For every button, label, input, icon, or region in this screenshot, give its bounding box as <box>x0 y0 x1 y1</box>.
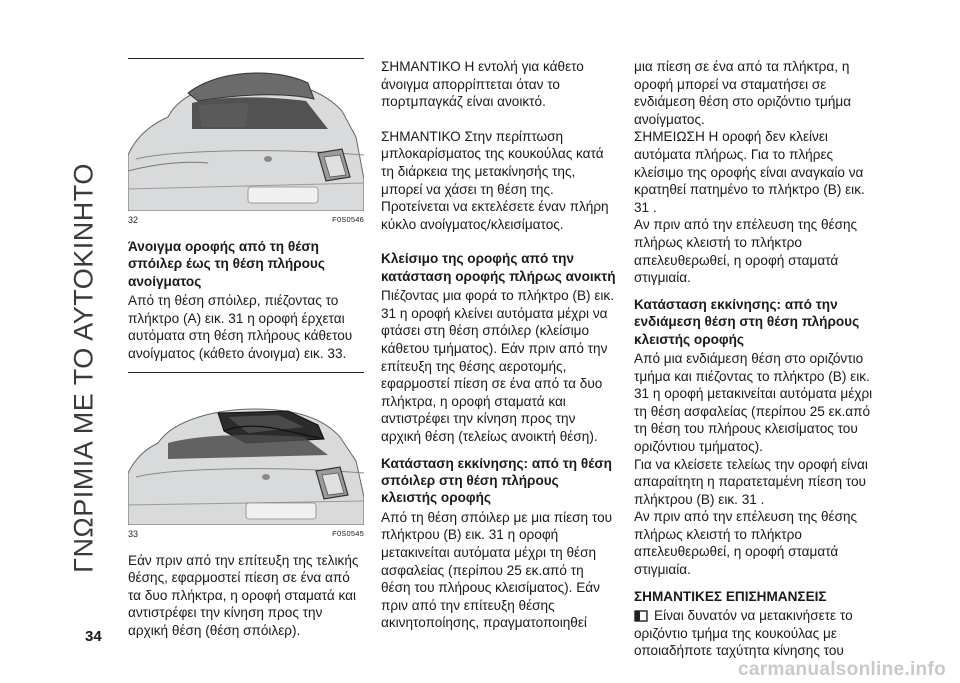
watermark-text: carmanualsonline.info <box>738 659 946 680</box>
paragraph-note-speed <box>634 607 880 660</box>
note-flag-icon <box>634 610 648 622</box>
figure-33-code: F0S0545 <box>332 528 364 538</box>
figure-33-caption <box>128 528 364 540</box>
paragraph-release-stops-2: Αν πριν από την επέλευση της θέσης πλήρως κλειστή το πλήκτρο απελευθερωθεί, η οροφή σταματά στιγμιαία. <box>634 509 858 578</box>
figure-32-caption <box>128 214 364 226</box>
heading-close-from-open: Κλείσιμο της οροφής από την κατάσταση οροφής πλήρως ανοικτή <box>381 251 616 284</box>
heading-intermediate-to-closed: Κατάσταση εκκίνησης: από την ενδιάμεση θέση στη θέση πλήρους κλειστής οροφής <box>634 296 860 347</box>
car-spoiler-illustration <box>128 59 364 211</box>
figure-33-car-open <box>128 372 364 525</box>
figure-33-number: 33 <box>128 528 139 539</box>
figure-32-number: 32 <box>128 215 139 225</box>
page-number: 34 <box>85 628 102 645</box>
paragraph-close-from-open: Πιέζοντας μια φορά το πλήκτρο (B) εικ. 31 η οροφή κλείνει αυτόματα μέχρι να φτάσει στη θέση σπόιλερ (κλείσιμο κάθετου τμήματος). Εάν πριν από την επίτευξη της θέσης αεροτομής, εφαρμοστεί πίεση σε ένα από τα δυο πλήκτρα, η οροφή σταματά και αντιστρέφει την κίνηση προς την αρχική θέση (τελείως ανοικτή θέση). <box>381 288 614 444</box>
paragraph-open-from-spoiler: Από τη θέση σπόιλερ, πιέζοντας το πλήκτρο (A) εικ. 31 η οροφή έρχεται αυτόματα στη θέση πλήρους κάθετου ανοίγματος (κάθετο άνοιγμα) εικ. 33. <box>128 293 353 361</box>
heading-open-from-spoiler: Άνοιγμα οροφής από τη θέση σπόιλερ έως τη θέση πλήρους ανοίγματος <box>128 239 325 289</box>
paragraph-note-speed-text: Είναι δυνατόν να μετακινήσετε το οριζόντιο τμήμα της κουκούλας με οποιαδήποτε ταχύτητα κίνησης του <box>634 608 853 659</box>
note-roof-blocked: ΣΗΜΑΝΤΙΚΟ Στην περίπτωση μπλοκαρίσματος της κουκούλας κατά τη διάρκεια της μετακίνησής της, μπορεί να χάσει τη θέση της. Προτείνεται να εκτελέσετε έναν πλήρη κύκλο ανοίγματος/κλεισίματος. <box>381 128 609 232</box>
figure-32-car-spoiler <box>128 58 364 211</box>
paragraph-intermediate-to-closed: Από μια ενδιάμεση θέση στο οριζόντιο τμήμα και πιέζοντας το πλήκτρο (B) εικ. 31 η οροφή μετακινείται αυτόματα μέχρι τη θέση ασφαλείας (περίπου 25 εκ.από τη θέση του πλήρους κλεισίματος του οριζόντιου τμήματος). <box>634 350 873 454</box>
paragraph-continued: μια πίεση σε ένα από τα πλήκτρα, η οροφή μπορεί να σταματήσει σε ενδιάμεση θέση στο οριζόντιο τμήμα ανοίγματος. <box>634 59 852 127</box>
note-not-auto-close: ΣΗΜΕΙΩΣΗ Η οροφή δεν κλείνει αυτόματα πλήρως. Για το πλήρες κλείσιμο της οροφής είναι αναγκαίο να κρατηθεί πατημένο το πλήκτρο (B) εικ. 31 . <box>634 129 865 215</box>
column-1 <box>128 58 364 640</box>
note-trunk-open: ΣΗΜΑΝΤΙΚΟ Η εντολή για κάθετο άνοιγμα απορρίπτεται όταν το πορτμπαγκάζ είναι ανοικτό. <box>381 59 584 110</box>
heading-spoiler-to-closed: Κατάσταση εκκίνησης: από τη θέση σπόιλερ στη θέση πλήρους κλειστής οροφής <box>381 455 612 506</box>
figure-32-code: F0S0546 <box>332 215 364 224</box>
paragraph-reverse-to-spoiler: Εάν πριν από την επίτευξη της τελικής θέσης, εφαρμοστεί πίεση σε ένα από τα δυο πλήκτρα, η οροφή σταματά και αντιστρέφει την κίνηση προς την αρχική θέση (θέση σπόιλερ). <box>128 552 359 638</box>
paragraph-release-stops: Αν πριν από την επέλευση της θέσης πλήρως κλειστή το πλήκτρο απελευθερωθεί, η οροφή σταματά στιγμιαία. <box>634 217 858 286</box>
car-open-roof-illustration <box>128 373 364 525</box>
column-2 <box>381 58 617 632</box>
paragraph-full-close: Για να κλείσετε τελείως την οροφή είναι απαραίτητη η παρατεταμένη πίεση του πλήκτρου (B) εικ. 31 . <box>634 456 868 507</box>
paragraph-spoiler-to-closed: Από τη θέση σπόιλερ με μια πίεση του πλήκτρου (B) εικ. 31 η οροφή μετακινείται αυτόματα μέχρι τη θέση ασφαλείας (περίπου 25 εκ.από τη θέση του πλήρους κλεισίματος). Εάν πριν από την επίτευξη θέσης ακινητοποίησης, πραγματοποιηθεί <box>381 509 613 631</box>
heading-important-notes: ΣΗΜΑΝΤΙΚΕΣ ΕΠΙΣΗΜΑΝΣΕΙΣ <box>634 588 827 604</box>
column-3 <box>634 58 880 660</box>
section-side-title: ΓΝΩΡΙΜΙΑ ΜΕ ΤΟ ΑΥΤΟΚΙΝΗΤΟ <box>68 163 99 573</box>
